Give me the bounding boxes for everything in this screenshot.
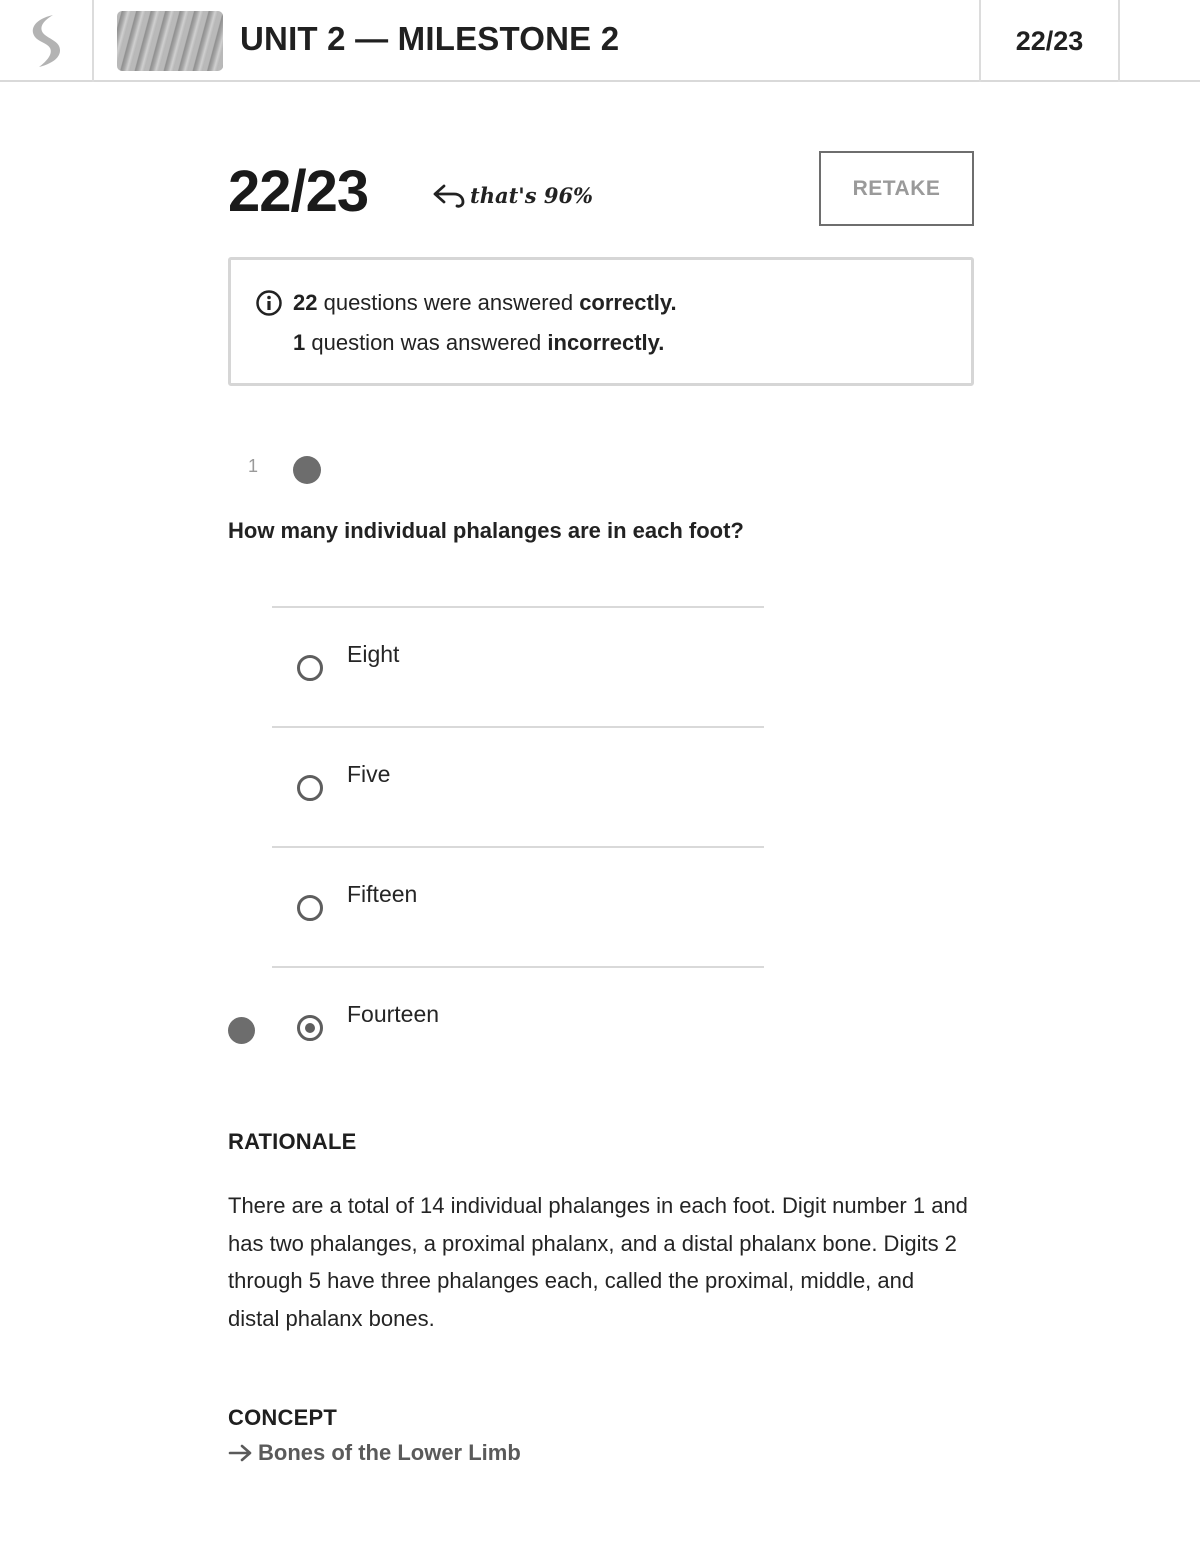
header-score: 22/23 bbox=[979, 0, 1120, 82]
score-display: 22/23 bbox=[228, 159, 369, 224]
correct-summary-text: questions were answered bbox=[317, 290, 580, 315]
correct-summary bbox=[293, 290, 677, 316]
logo-cell[interactable] bbox=[0, 0, 94, 82]
answer-label: Fifteen bbox=[347, 881, 418, 907]
radio-button[interactable] bbox=[297, 775, 323, 801]
concept-link[interactable] bbox=[228, 1440, 521, 1466]
radio-button-selected[interactable] bbox=[297, 1015, 323, 1041]
percent-note bbox=[432, 182, 593, 208]
radio-button[interactable] bbox=[297, 655, 323, 681]
question-status-dot bbox=[293, 456, 321, 484]
incorrect-summary bbox=[293, 330, 664, 356]
results-summary bbox=[228, 257, 974, 386]
correct-word: correctly. bbox=[579, 290, 677, 315]
answer-label: Eight bbox=[347, 641, 400, 667]
retake-button[interactable]: RETAKE bbox=[819, 151, 974, 226]
question-text: How many individual phalanges are in each foot? bbox=[228, 518, 744, 543]
correct-count: 22 bbox=[293, 290, 318, 315]
incorrect-count: 1 bbox=[293, 330, 306, 355]
rationale-text: There are a total of 14 individual phalanges in each foot. Digit number 1 and has two phalanges, a proximal phalanx, and a distal phalanx bone. Digits 2 through 5 have three phalanges each, called the proximal, middle, and distal phalanx bones. bbox=[228, 1193, 968, 1331]
curved-arrow-icon bbox=[432, 182, 466, 208]
answer-option[interactable] bbox=[272, 846, 764, 966]
answer-label: Five bbox=[347, 761, 391, 787]
answer-label: Fourteen bbox=[347, 1001, 440, 1027]
incorrect-word: incorrectly. bbox=[547, 330, 665, 355]
question-number: 1 bbox=[248, 456, 259, 476]
percent-note-text: that's 96% bbox=[470, 182, 594, 208]
answer-option[interactable] bbox=[272, 726, 764, 846]
radio-button[interactable] bbox=[297, 895, 323, 921]
arrow-right-icon bbox=[228, 1443, 254, 1463]
answer-option[interactable] bbox=[272, 606, 764, 726]
incorrect-summary-text: question was answered bbox=[305, 330, 548, 355]
course-thumbnail bbox=[117, 11, 223, 71]
concept-link-text: Bones of the Lower Limb bbox=[258, 1440, 521, 1465]
concept-heading: CONCEPT bbox=[228, 1405, 337, 1430]
answer-option-selected[interactable] bbox=[272, 966, 764, 1086]
sophia-logo-icon[interactable] bbox=[25, 13, 67, 69]
selected-answer-marker bbox=[228, 1017, 255, 1044]
rationale-heading: RATIONALE bbox=[228, 1129, 357, 1154]
info-icon bbox=[255, 289, 283, 317]
answer-list bbox=[272, 606, 764, 1086]
unit-title: UNIT 2 — MILESTONE 2 bbox=[240, 20, 620, 57]
top-bar bbox=[0, 0, 1200, 82]
